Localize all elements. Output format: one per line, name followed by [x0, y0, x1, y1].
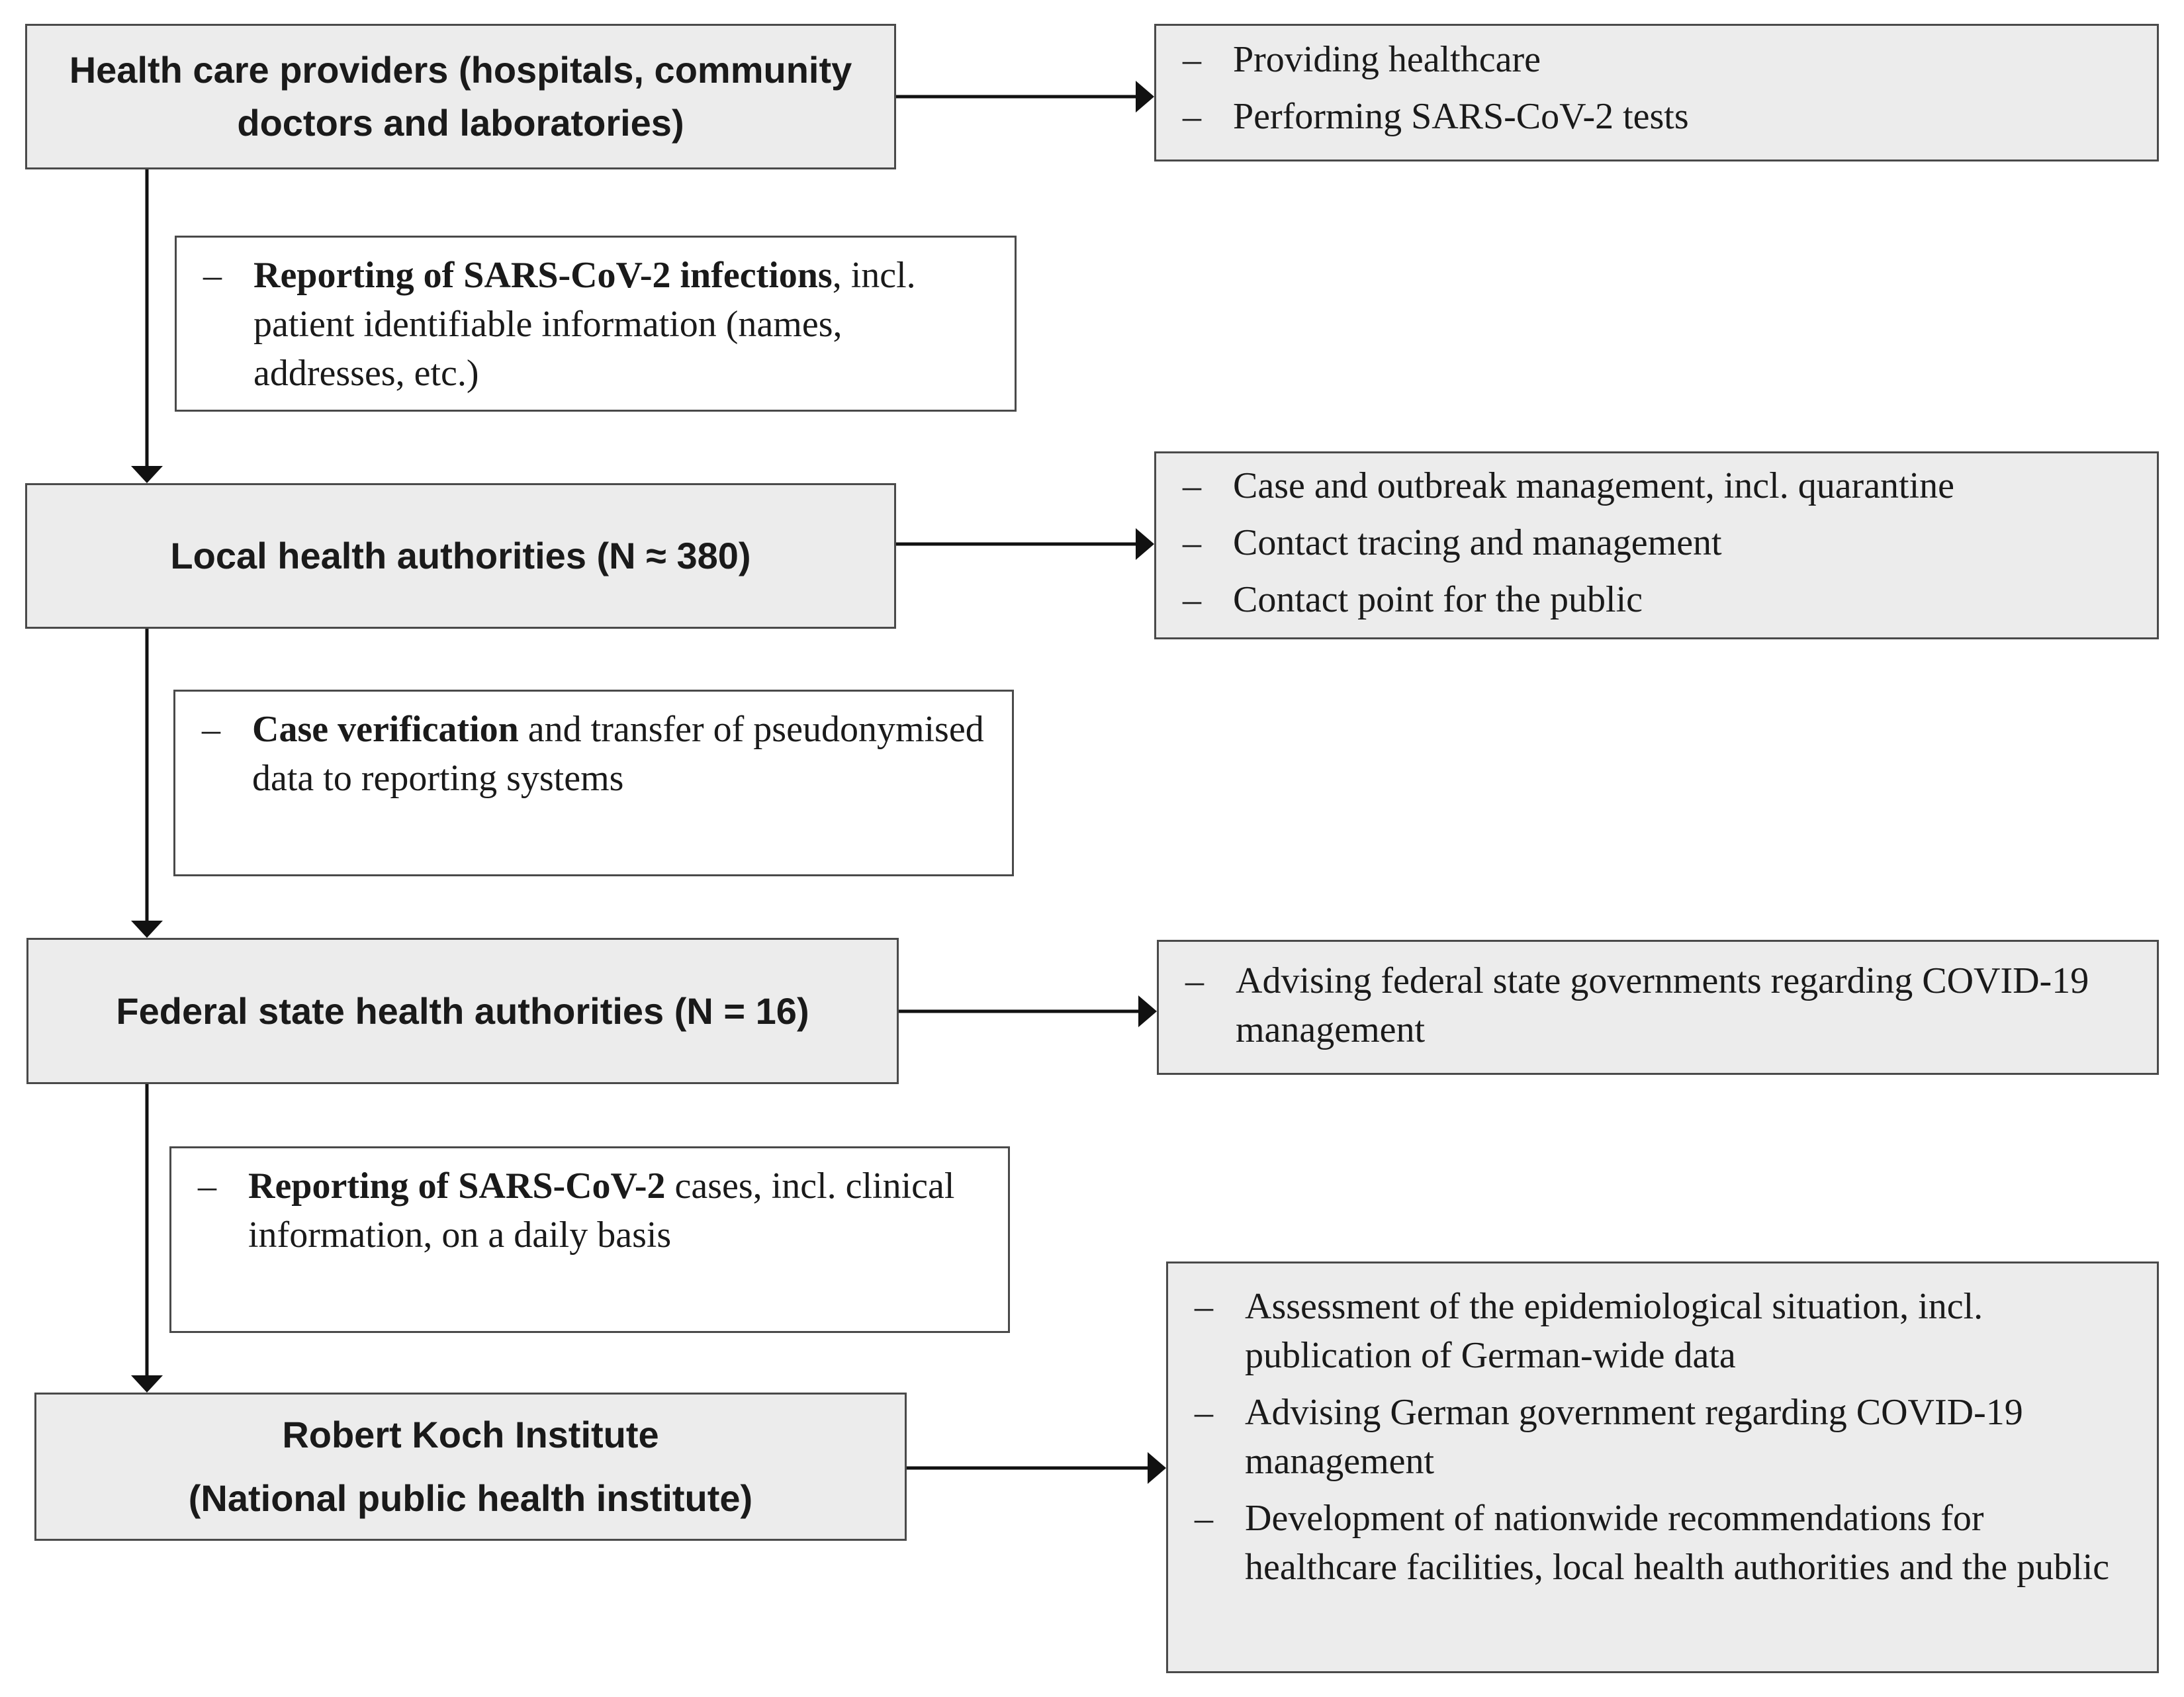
role-item: – Advising federal state governments regarding COVID-19 management — [1159, 956, 2124, 1054]
role-item: – Contact point for the public — [1156, 575, 2137, 624]
level-title: Federal state health authorities (N = 16) — [116, 989, 809, 1032]
arrowhead-right-1 — [1136, 81, 1154, 113]
role-item: – Performing SARS-CoV-2 tests — [1156, 92, 2137, 141]
flow-note-text: , incl. patient identifiable information (names, addresses, etc.) — [253, 255, 916, 394]
roles-health-care-providers — [1154, 24, 2159, 161]
arrowhead-down-2 — [131, 921, 163, 938]
level-federal-state-health-authorities — [26, 938, 899, 1084]
arrowhead-down-3 — [131, 1375, 163, 1393]
level-robert-koch-institute — [34, 1393, 907, 1541]
roles-local-health-authorities — [1154, 451, 2159, 639]
flow-note-bold: Case verification — [252, 709, 519, 750]
flow-note-text: cases, incl. clinical information, on a daily basis — [248, 1166, 955, 1256]
flow-note-text: and transfer of pseudonymised data to reporting systems — [252, 709, 984, 799]
level-title: Local health authorities (N ≈ 380) — [170, 535, 751, 576]
flow-note-daily-reporting — [169, 1146, 1010, 1333]
flow-note-bold: Reporting of SARS-CoV-2 infections — [253, 255, 833, 296]
role-item: – Development of nationwide recommendations for healthcare facilities, local health authorities and the public — [1168, 1494, 2130, 1592]
flow-note-reporting-infections — [175, 236, 1017, 412]
flow-note-case-verification — [173, 690, 1014, 876]
role-item: – Providing healthcare — [1156, 35, 2137, 84]
role-item: – Assessment of the epidemiological situation, incl. publication of German-wide data — [1168, 1282, 2130, 1380]
level-title-line1: Robert Koch Institute — [282, 1414, 659, 1455]
roles-federal-state-health-authorities — [1157, 940, 2159, 1075]
arrowhead-down-1 — [131, 466, 163, 483]
flow-note-bold: Reporting of SARS-CoV-2 — [248, 1166, 666, 1207]
role-item: – Advising German government regarding COVID-19 management — [1168, 1388, 2130, 1486]
arrowhead-right-2 — [1136, 528, 1154, 560]
level-title: Health care providers (hospitals, community doctors and laboratories) — [69, 49, 852, 144]
level-title-line2: (National public health institute) — [188, 1477, 753, 1519]
arrowhead-right-4 — [1148, 1452, 1166, 1484]
level-health-care-providers — [25, 24, 896, 169]
arrowhead-right-3 — [1138, 995, 1157, 1027]
roles-robert-koch-institute — [1166, 1261, 2159, 1673]
role-item: – Case and outbreak management, incl. quarantine — [1156, 461, 2137, 510]
role-item: – Contact tracing and management — [1156, 518, 2137, 567]
level-local-health-authorities — [25, 483, 896, 629]
